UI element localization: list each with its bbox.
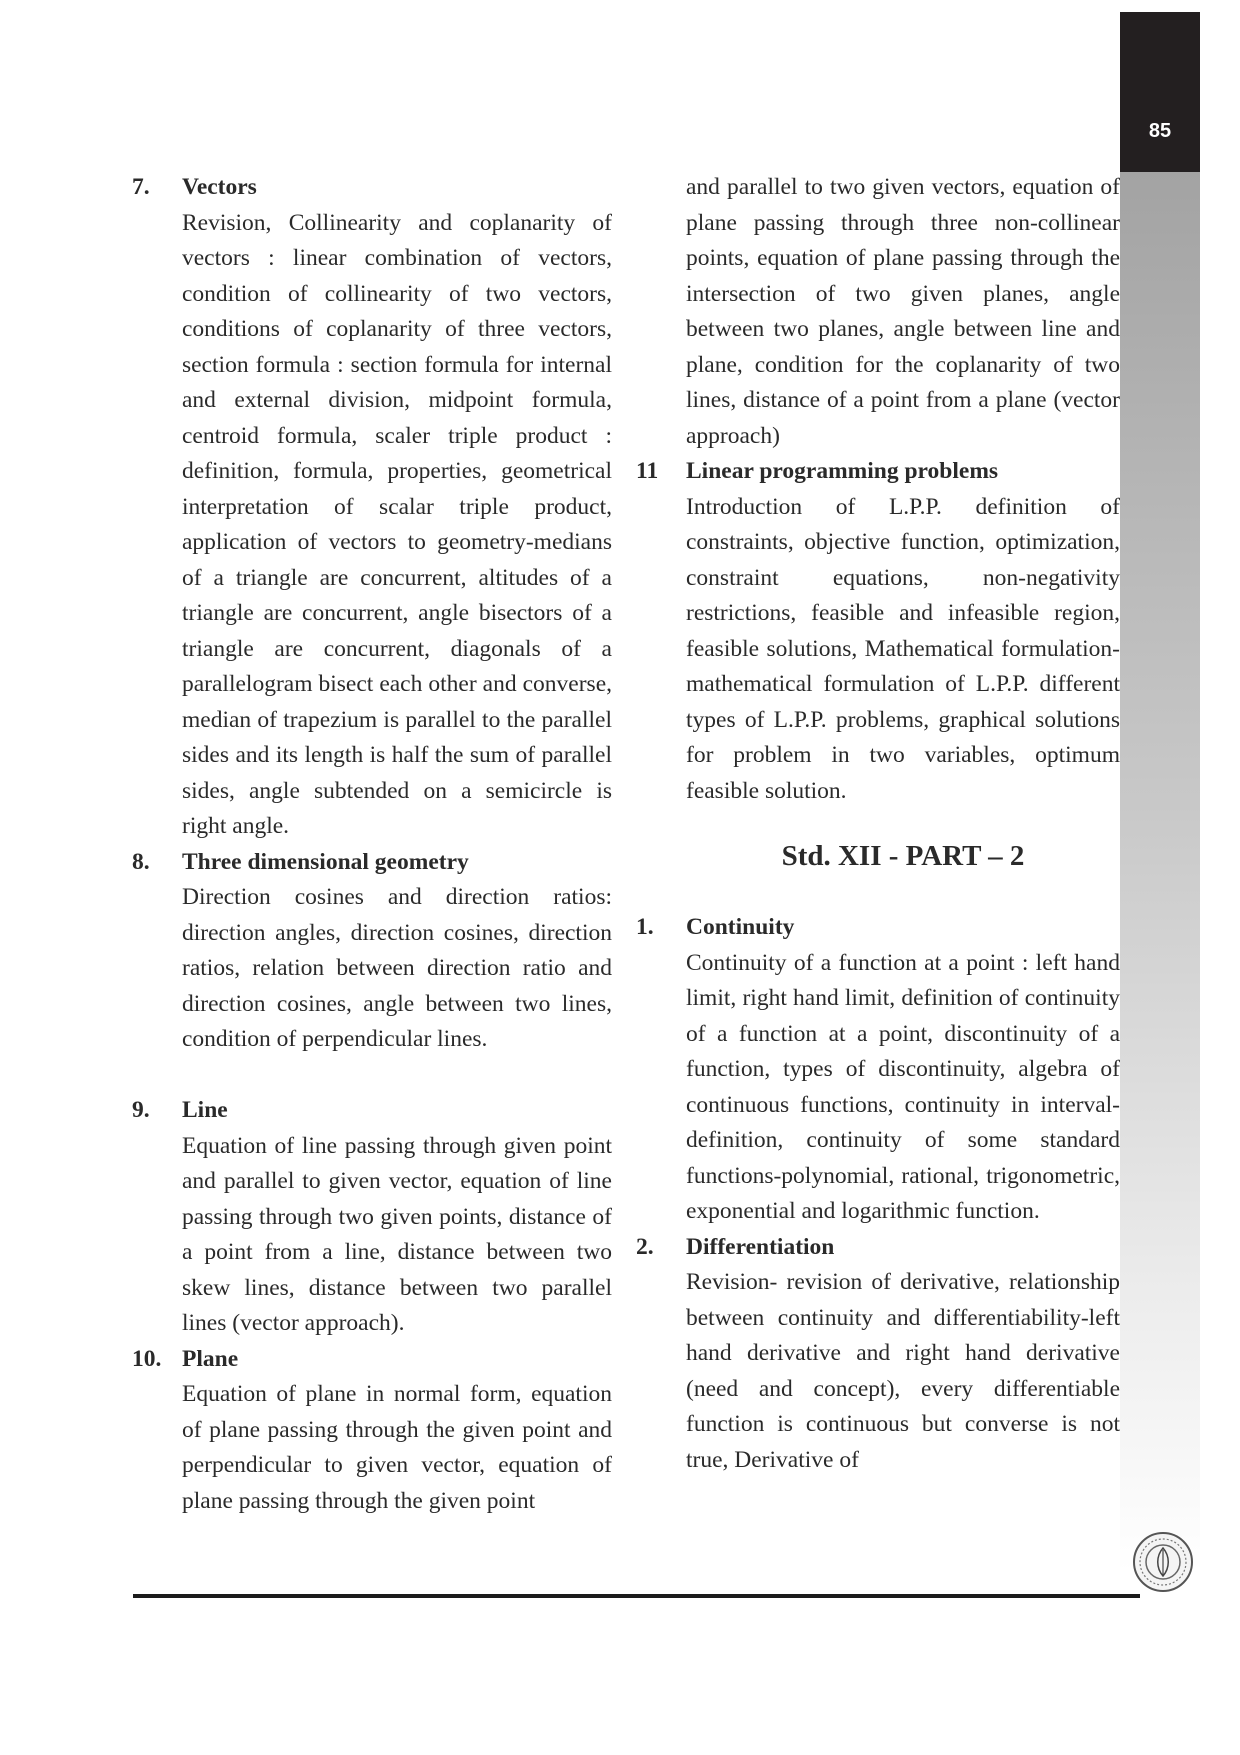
section-differentiation	[636, 1230, 1120, 1479]
section-title: Three dimensional geometry	[182, 848, 469, 875]
section-title: Plane	[182, 1345, 239, 1372]
section-number: 11	[636, 458, 659, 484]
side-gradient-bar	[1120, 172, 1200, 1572]
section-three-dimensional-geometry	[132, 845, 612, 1058]
section-title: Vectors	[182, 174, 257, 200]
bottom-rule	[133, 1594, 1140, 1598]
section-body: Revision, Collinearity and coplanarity of vectors : linear combination of vectors, condition of collinearity of two vectors, conditions of coplanarity of three vectors, section formula : section formula for internal and external division, midpoint formula, centroid formula, scaler triple product : definition, formula, properties, geometrical interpretation of scalar triple product, application of vectors to geometry-medians of a triangle are concurrent, altitudes of a triangle are concurrent, angle bisectors of a triangle are concurrent, diagonals of a parallelogram bisect each other and converse, median of trapezium is parallel to the parallel sides and its length is half the sum of parallel sides, angle subtended on a semicircle is right angle.	[182, 209, 612, 839]
section-linear-programming	[636, 454, 1120, 809]
page-number-tab	[1120, 12, 1200, 172]
section-number: 1.	[636, 914, 654, 940]
section-line	[132, 1093, 612, 1342]
section-number: 2.	[636, 1233, 654, 1260]
section-title: Line	[182, 1097, 228, 1123]
section-number: 7.	[132, 174, 150, 200]
section-body: Direction cosines and direction ratios: direction angles, direction cosines, direction ratios, relation between direction ratio and direction cosines, angle between two lines, condition of perpendicular lines.	[182, 884, 612, 1052]
section-plane	[132, 1342, 612, 1520]
page-number: 85	[1148, 120, 1172, 142]
section-number: 10.	[132, 1345, 162, 1372]
part-heading: Std. XII - PART – 2	[781, 840, 1025, 872]
seal-emblem-icon	[1131, 1530, 1195, 1594]
section-number: 8.	[132, 848, 150, 875]
right-column	[636, 170, 1120, 1478]
section-vectors	[132, 170, 612, 845]
section-title: Differentiation	[686, 1233, 835, 1260]
section-body: Continuity of a function at a point : left hand limit, right hand limit, definition of continuity of a function at a point, discontinuity of a function, types of discontinuity, algebra of continuous functions, continuity in interval-definition, continuity of some standard functions-polynomial, rational, trigonometric, exponential and logarithmic function.	[686, 949, 1120, 1224]
section-title: Continuity	[686, 914, 795, 940]
spacer	[132, 1058, 612, 1094]
section-body: Revision- revision of derivative, relationship between continuity and differentiability-left hand derivative and right hand derivative (need and concept), every differentiable function is continuous but converse is not true, Derivative of	[686, 1269, 1120, 1473]
section-body: Equation of plane in normal form, equation of plane passing through the given point and perpendicular to given vector, equation of plane passing through the given point	[182, 1381, 612, 1514]
section-title: Linear programming problems	[686, 458, 999, 484]
section-body: Equation of line passing through given point and parallel to given vector, equation of line passing through two given points, distance of a point from a line, distance between two skew lines, distance between two parallel lines (vector approach).	[182, 1132, 612, 1336]
left-column	[132, 170, 612, 1519]
section-number: 9.	[132, 1097, 150, 1123]
section-continuity	[636, 910, 1120, 1230]
section-body: and parallel to two given vectors, equation of plane passing through three non-collinear points, equation of plane passing through the intersection of two given planes, angle between two planes, angle between line and plane, condition for the coplanarity of two lines, distance of a point from a plane (vector approach)	[686, 174, 1120, 449]
section-plane-continued	[636, 170, 1120, 454]
section-body: Introduction of L.P.P. definition of constraints, objective function, optimization, constraint equations, non-negativity restrictions, feasible and infeasible region, feasible solutions, Mathematical formulation-mathematical formulation of L.P.P. different types of L.P.P. problems, graphical solutions for problem in two variables, optimum feasible solution.	[686, 493, 1120, 804]
